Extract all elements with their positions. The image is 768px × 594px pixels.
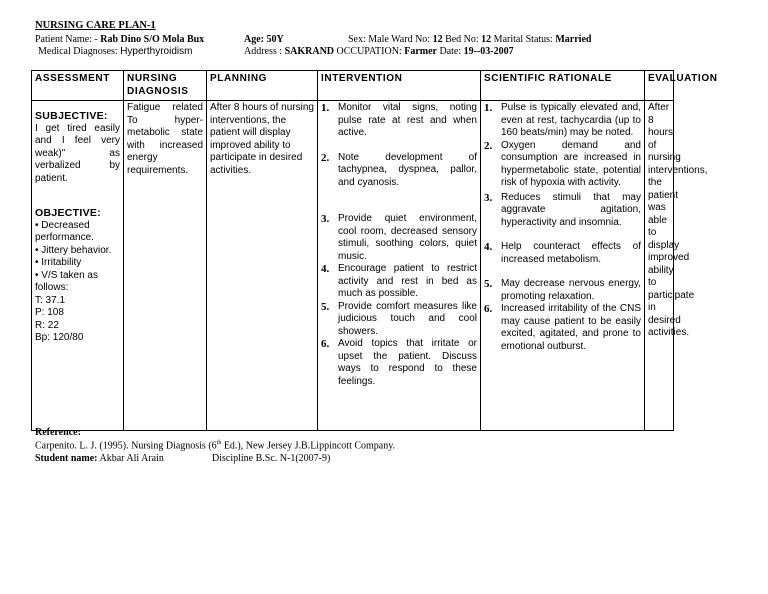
occupation-value: Farmer (404, 46, 437, 57)
header-scientific-rationale: SCIENTIFIC RATIONALE (481, 71, 645, 101)
intervention-item: 2. Note development of tachypnea, dyspnea, pallor, and cyanosis. (321, 151, 477, 188)
patient-label: Patient Name: - (35, 34, 98, 45)
objective-item: • Jittery behavior. (35, 244, 112, 256)
header-planning: PLANNING (207, 71, 318, 101)
patient-name-row (35, 34, 204, 45)
bed-value: 12 (481, 34, 492, 45)
bed-label: Bed No: (445, 34, 479, 45)
sex-label: Sex: (348, 34, 366, 45)
vital-blood-pressure: Bp: 120/80 (35, 332, 84, 343)
assessment-cell (32, 101, 124, 431)
header-assessment: ASSESSMENT (32, 71, 124, 101)
address-row (244, 46, 514, 57)
care-plan-table (31, 70, 718, 431)
sex-value: Male (368, 34, 389, 45)
date-value: 19--03-2007 (463, 46, 514, 57)
patient-name: Rab Dino S/O Mola Bux (100, 34, 205, 45)
marital-label: Marital Status: (493, 34, 553, 45)
discipline: Discipline B.Sc. N-1(2007-9) (212, 453, 331, 464)
diagnoses-value: Hyperthyroidism (120, 46, 193, 57)
age-label: Age: (244, 34, 264, 45)
header-intervention: INTERVENTION (318, 71, 481, 101)
diagnoses-row (38, 46, 192, 57)
intervention-cell (318, 101, 481, 431)
rationale-item: 2. Oxygen demand and consumption are increased in hypermetabolic state, potential risk of hypoxia with activity. (484, 139, 641, 188)
table-header-row (32, 71, 674, 101)
subjective-text: I get tired easily and I feel very weak)" as verbalized by patient. (35, 122, 120, 184)
occupation-label: OCCUPATION: (336, 46, 402, 57)
marital-value: Married (555, 34, 592, 45)
reference-label: Reference: (35, 427, 81, 438)
vital-temperature: T: 37.1 (35, 294, 66, 306)
page-title: NURSING CARE PLAN-1 (35, 20, 156, 31)
age-value: 50Y (266, 34, 284, 45)
objective-label: OBJECTIVE: (35, 207, 102, 219)
rationale-item: 5. May decrease nervous energy, promoting relaxation. (484, 278, 641, 302)
intervention-item: 5. Provide comfort measures like judicious touch and cool showers. (321, 300, 477, 337)
nursing-diagnosis-cell: Fatigue related To hyper-metabolic state with increased energy requirements. (124, 101, 207, 431)
student-name: Akbar Ali Arain (99, 453, 164, 464)
rationale-item: 6. Increased irritability of the CNS may cause patient to be easily excited, agitated, and prone to emotional outburst. (484, 303, 641, 352)
address-label: Address : (244, 46, 283, 57)
table-row (32, 101, 674, 431)
subjective-label: SUBJECTIVE: (35, 110, 108, 122)
objective-item: • Irritability (35, 257, 82, 268)
intervention-item: 6. Avoid topics that irritate or upset the patient. Discuss ways to respond to these feelings. (321, 338, 477, 387)
ward-label: Ward No: (391, 34, 431, 45)
intervention-item: 3. Provide quiet environment, cool room, decreased sensory stimuli, soothing colors, quiet music. (321, 213, 477, 262)
address-value: SAKRAND (284, 46, 335, 57)
sex-ward-row (348, 34, 591, 45)
student-label: Student name: (35, 453, 98, 464)
age-row (244, 34, 284, 45)
intervention-item: 1. Monitor vital signs, noting pulse rate at rest and when active. (321, 102, 477, 138)
vital-pulse: P: 108 (35, 307, 64, 318)
rationale-item: 1. Pulse is typically elevated and, even at rest, tachycardia (up to 160 beats/min) may be noted. (484, 102, 641, 138)
objective-item: • Decreased performance. (35, 219, 94, 243)
rationale-item: 4. Help counteract effects of increased metabolism. (484, 241, 641, 265)
header-nursing-diagnosis: NURSING DIAGNOSIS (124, 71, 207, 101)
intervention-item: 4. Encourage patient to restrict activity and rest in bed as much as possible. (321, 263, 477, 299)
diagnoses-label: Medical Diagnoses: (38, 46, 118, 57)
reference-citation: Carpenito. L. J. (1995). Nursing Diagnosis (6th Ed.), New Jersey J.B.Lippincott Company. (35, 440, 396, 452)
rationale-cell (481, 101, 645, 431)
ward-value: 12 (432, 34, 443, 45)
planning-cell: After 8 hours of nursing interventions, the patient will display improved ability to participate in desired activities. (207, 101, 318, 431)
date-label: Date: (439, 46, 462, 57)
header-evaluation: EVALUATION (645, 71, 674, 101)
vital-respiration: R: 22 (35, 319, 59, 331)
student-row (35, 453, 164, 464)
objective-item: • V/S taken as follows: (35, 269, 98, 293)
rationale-item: 3. Reduces stimuli that may aggravate agitation, hyperactivity and insomnia. (484, 191, 641, 228)
evaluation-cell: After 8 hours of nursing interventions, the patient was able to display improved ability to participate in desired activities. (645, 101, 674, 431)
